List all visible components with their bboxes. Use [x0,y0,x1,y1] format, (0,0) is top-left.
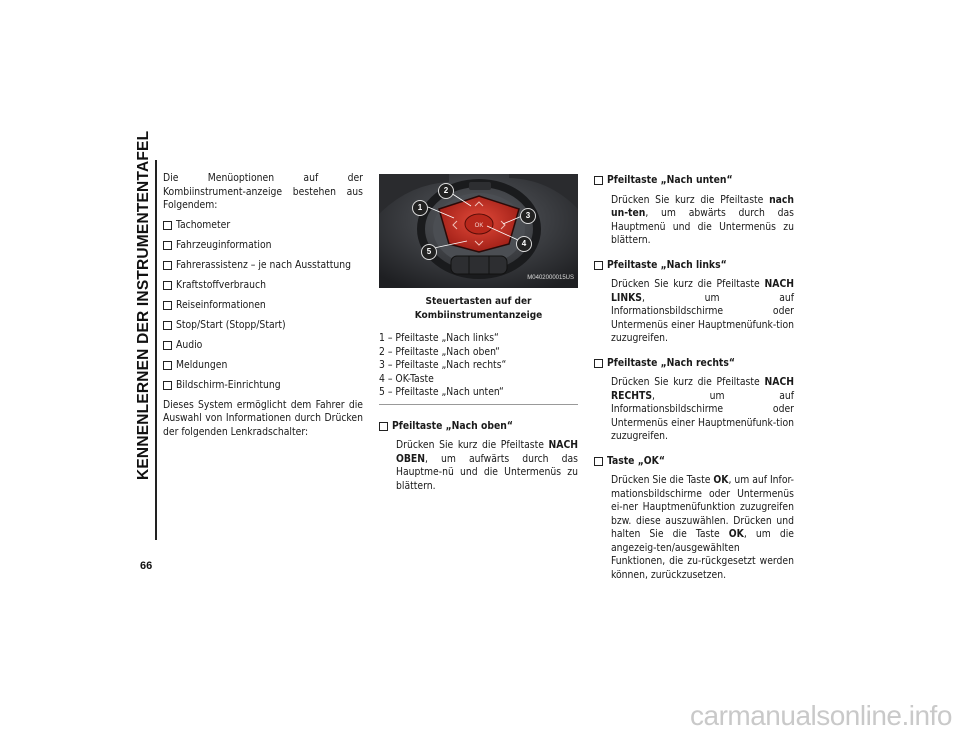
svg-text:OK: OK [474,223,484,229]
section-ok [594,455,794,583]
outro-paragraph: Dieses System ermöglicht dem Fahrer die Auswahl von Informationen durch Drücken der folgenden Lenkradschalter: [163,398,363,438]
callout-4: 4 [516,236,532,252]
checkbox-bullet-icon [594,176,603,185]
legend-item: 1 – Pfeiltaste „Nach links“ [379,332,499,344]
list-item: Bildschirm-Einrichtung [163,379,363,393]
callout-1: 1 [412,200,428,216]
list-item: Stop/Start (Stopp/Start) [163,319,363,333]
list-item: Kraftstoffverbrauch [163,279,363,293]
section-heading: Pfeiltaste „Nach links“ [594,259,794,273]
legend-divider [379,404,578,405]
column-2 [379,174,578,493]
section-heading: Taste „OK“ [594,455,794,469]
figure-id: M0402000015US [527,274,574,281]
section-body: Drücken Sie kurz die Pfeiltaste nach un-ten, um abwärts durch das Hauptmenü und die Untermenüs zu blättern. [611,193,794,246]
callout-5: 5 [421,244,437,260]
list-item: Fahrzeuginformation [163,239,363,253]
section-down [594,174,794,248]
chapter-title [135,130,155,480]
legend-item: 3 – Pfeiltaste „Nach rechts“ [379,359,507,372]
legend-item: 2 – Pfeiltaste „Nach oben“ [379,345,500,358]
checkbox-bullet-icon [594,261,603,270]
figure-caption: Steuertasten auf der Kombiinstrumentanzeige [414,296,543,321]
callout-2: 2 [438,183,454,199]
column-1 [163,172,363,439]
callout-3: 3 [520,208,536,224]
checkbox-bullet-icon [163,221,172,230]
section-body: Drücken Sie kurz die Pfeiltaste NACH RECHTS, um auf Informationsbildschirme oder Untermenüs einer Hauptmenüfunk-tion zuzugreifen. [611,376,794,442]
list-item: Tachometer [163,219,363,233]
watermark: carmanualsonline.info [690,700,952,731]
section-body: Drücken Sie kurz die Pfeiltaste NACH OBEN, um aufwärts durch das Hauptme-nü und die Untermenüs zu blättern. [396,439,578,492]
checkbox-bullet-icon [163,381,172,390]
checkbox-bullet-icon [163,341,172,350]
intro-paragraph: Die Menüoptionen auf der Kombiinstrument-anzeige bestehen aus Folgendem: [163,172,363,211]
steering-wheel-figure [379,174,578,288]
list-item: Audio [163,339,363,353]
checkbox-bullet-icon [163,281,172,290]
section-heading: Pfeiltaste „Nach rechts“ [594,357,794,371]
menu-options-list [163,219,363,393]
section-heading: Pfeiltaste „Nach unten“ [594,174,794,188]
checkbox-bullet-icon [163,321,172,330]
checkbox-bullet-icon [379,422,388,431]
checkbox-bullet-icon [163,361,172,370]
section-heading: Pfeiltaste „Nach oben“ [379,420,578,434]
legend-item: 4 – OK-Taste [379,372,434,385]
figure-legend [379,332,578,400]
page-number: 66 [140,560,153,572]
checkbox-bullet-icon [594,457,603,466]
section-right [594,357,794,444]
list-item: Meldungen [163,359,363,373]
checkbox-bullet-icon [163,301,172,310]
section-left [594,259,794,346]
column-3 [594,174,794,582]
chapter-title-text: KENNENLERNEN DER INSTRUMENTENTAFEL [135,130,152,480]
list-item: Reiseinformationen [163,299,363,313]
side-rule [155,160,157,540]
section-body: Drücken Sie kurz die Pfeiltaste NACH LINKS, um auf Informationsbildschirme oder Untermenüs einer Hauptmenüfunk-tion zuzugreifen. [611,278,794,344]
list-item: Fahrerassistenz – je nach Ausstattung [163,259,363,273]
legend-item: 5 – Pfeiltaste „Nach unten“ [379,386,504,399]
checkbox-bullet-icon [594,359,603,368]
section-body: Drücken Sie die Taste OK, um auf Infor-mationsbildschirme oder Untermenüs ei-ner Hauptmenüfunktion zuzugreifen bzw. diese auszuwählen. Drücken und halten Sie die Taste OK, um die angezeig-ten/ausgewählten Funktionen, die zu-rückgesetzt werden können, zurückzusetzen. [611,474,794,581]
section-up [379,420,578,494]
checkbox-bullet-icon [163,241,172,250]
checkbox-bullet-icon [163,261,172,270]
